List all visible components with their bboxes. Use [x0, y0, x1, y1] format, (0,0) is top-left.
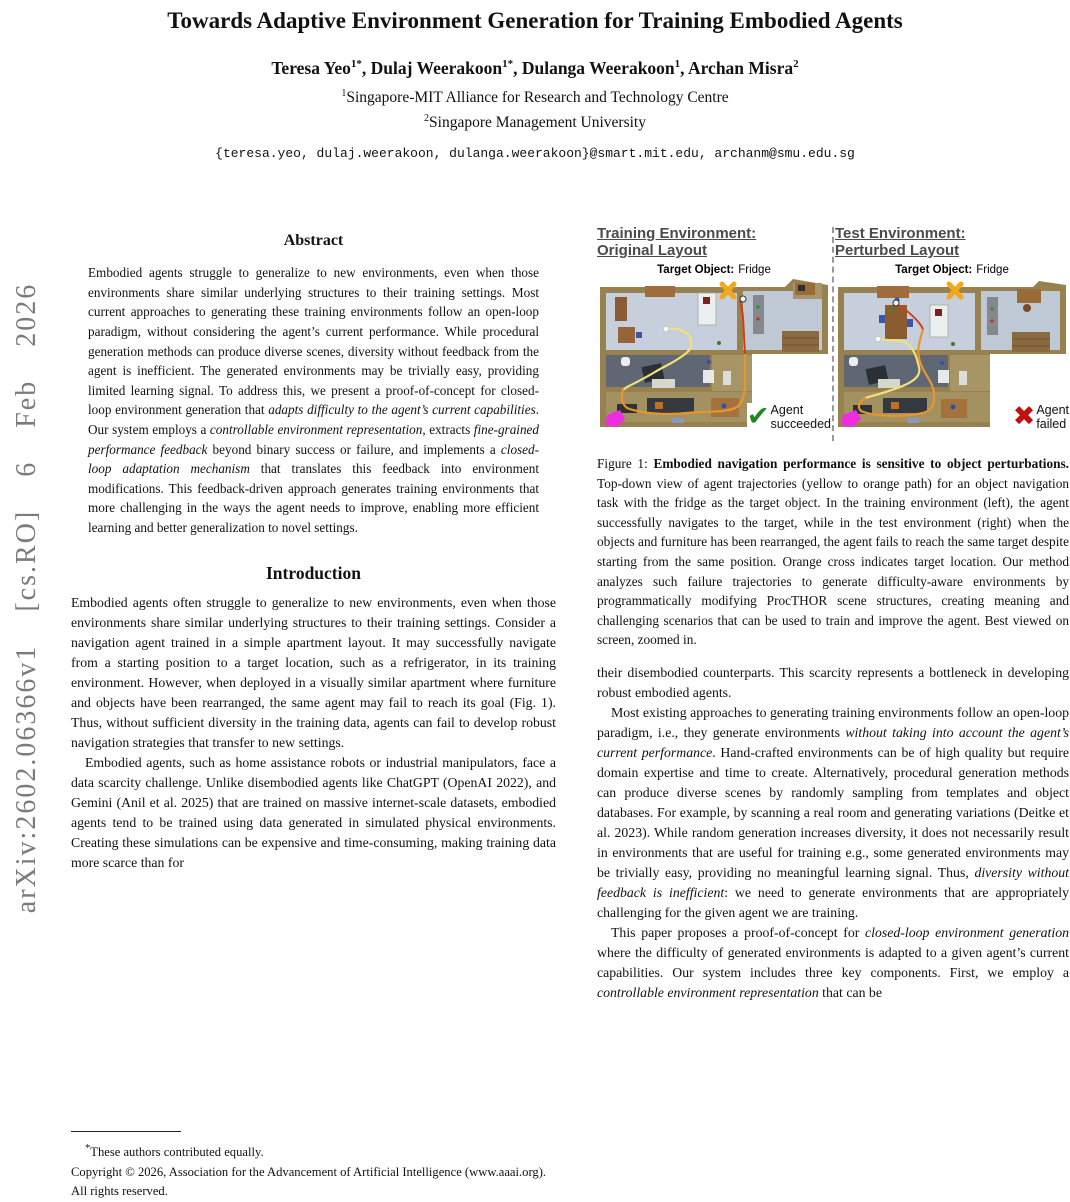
- start-marker-dot: [875, 336, 880, 341]
- test-target-label: Target Object: Fridge: [895, 264, 1009, 276]
- goal-dot: [893, 300, 899, 306]
- affiliation-2: $^2$Singapore Management University: [424, 113, 646, 132]
- author-line: Teresa Yeo$^{1*}$, Dulaj Weerakoon$^{1*}$, Dulanga Weerakoon$^1$, Archan Misra$^2$: [271, 58, 799, 78]
- result-badge-failed: [1013, 403, 1069, 431]
- wall-art: [935, 309, 942, 316]
- wood-patch: [1012, 332, 1050, 352]
- goal-dot: [740, 296, 746, 302]
- body-paragraph-1: their disembodied counterparts. This scarcity represents a bottleneck in developing robust embodied agents.: [597, 665, 1069, 701]
- figure-panel-test: [835, 225, 1069, 435]
- right-column: [597, 225, 1069, 1003]
- training-panel-title: Training Environment: Original Layout: [597, 225, 757, 259]
- figure-1: [597, 225, 1069, 441]
- footnote-equal-contribution: *These authors contributed equally.: [85, 1143, 264, 1160]
- figure-caption: Figure 1: Embodied navigation performance is sensitive to object perturbations. Top-down view of agent trajectories (yellow to orange path) for an object navigation task with the fridge as the target object. In the training environment (left), the agent successfully navigates to the target, while in the test environment (right) when the objects and furniture has been rearranged, the agent fails to reach the same target despite starting from the same position. Orange cross indicates target location. Our method analyzes such failure trajectories to generate difficulty-aware environments by programmatically modifying ProcTHOR scene structures, creating meaning and challenging scenarios that can be used to train and improve the agent. Best viewed on screen, zoomed in.: [597, 456, 1069, 648]
- intro-paragraph-2: Embodied agents, such as home assistance robots or industrial manipulators, face a data scarcity challenge. Unlike disembodied agents like ChatGPT (OpenAI 2022), and Gemini (Anil et al. 2025) that are trained on massive internet-scale datasets, embodied agents tend to be trained using data generated in simulated physical environments. Creating these simulations can be expensive and time-consuming, making training data more scarce than for: [71, 754, 556, 870]
- wood-patch: [782, 331, 819, 352]
- passage-floor: [950, 355, 990, 391]
- affiliation-1: $^1$Singapore-MIT Alliance for Research and Technology Centre: [341, 88, 729, 107]
- left-column: [71, 228, 556, 873]
- result-badge-success: [747, 403, 831, 431]
- training-target-label: Target Object: Fridge: [657, 264, 771, 276]
- start-marker-dot: [663, 326, 668, 331]
- body-paragraph-3: This paper proposes a proof-of-concept for closed-loop environment generation where the difficulty of generated environments is adapted to a given agent’s current capabilities. Our system includes three key components. First, we employ a controllable environment representation that can be: [597, 925, 1070, 1001]
- result-text: Agent failed: [1036, 403, 1069, 431]
- email-line: {teresa.yeo, dulaj.weerakoon, dulanga.weerakoon}@smart.mit.edu, archanm@smu.edu.sg: [215, 146, 855, 162]
- right-column-body: [597, 663, 1069, 1003]
- intro-paragraph-1: Embodied agents often struggle to generalize to new environments, even when those environments share similar underlying structures to their training settings. Consider a navigation agent trained in a simple apartment layout. It may successfully navigate from a starting position to a target location, such as a refrigerator, in its training environment. However, when deployed in a visually similar apartment where furniture and objects have been rearranged, the same agent may fail to reach its goal (Fig. 1). Thus, without sufficient diversity in the training data, agents can fail to develop robust navigation strategies that transfer to new settings.: [71, 594, 556, 750]
- training-floorplan: [597, 277, 831, 435]
- kitchen-counter: [753, 295, 764, 334]
- introduction-heading: Introduction: [266, 562, 361, 583]
- kitchen-counter: [987, 297, 998, 335]
- wall-art: [703, 297, 710, 304]
- footnote-rule: [71, 1131, 181, 1132]
- panel-divider: [832, 227, 834, 441]
- abstract-heading: Abstract: [283, 232, 344, 249]
- paper-header: [0, 0, 1070, 161]
- cross-icon: ✖: [1012, 401, 1036, 432]
- arxiv-stamp: arXiv:2602.06366v1 [cs.RO] 6 Feb 2026: [11, 282, 42, 914]
- abstract-text: Embodied agents struggle to generalize to new environments, even when those environments share similar underlying structures to their training settings. Most current approaches to generating these training environments follow an open-loop paradigm, without considering the agent’s current performance. While procedural generation methods can produce diverse scenes, diversity without feedback from the agent is inefficient. The generated environments may be trivially easy, providing limited learning signal. To address this, we present a proof-of-concept for closed-loop environment generation that adapts difficulty to the agent’s current capabilities. Our system employs a controllable environment representation, extracts fine-grained performance feedback beyond binary success or failure, and implements a closed-loop adaptation mechanism that translates this feedback into environment modifications. This feedback-driven approach generates training environments that more challenging in the ways the agent needs to improve, enabling more efficient learning and better generalization to novel settings.: [88, 265, 540, 535]
- test-floorplan: [835, 277, 1069, 435]
- page-title: Towards Adaptive Environment Generation for Training Embodied Agents: [167, 8, 903, 33]
- footnote-copyright: Copyright © 2026, Association for the Advancement of Artificial Intelligence (www.aaai.org). All rights reserved.: [71, 1164, 547, 1199]
- test-panel-title: Test Environment: Perturbed Layout: [835, 225, 966, 259]
- body-paragraph-2: Most existing approaches to generating training environments follow an open-loop paradigm, i.e., they generate environments without taking into account the agent’s current performance. Hand-crafted environments can be of high quality but require domain expertise and time to create. Alternatively, procedural generation methods can produce diverse scenes by randomly sampling from templates and object databases. For example, by scanning a real room and generating variations (Deitke et al. 2023). While random generation increases diversity, it does not necessarily result in environments that are useful for training e.g., some generated environments may be trivially easy, providing no meaningful learning signal. Thus, diversity without feedback is inefficient: we need to generate environments that are appropriately challenging for the given agent we are training.: [597, 705, 1070, 921]
- check-icon: ✔: [746, 401, 770, 432]
- floor-dot: [717, 341, 721, 345]
- result-text: Agent succeeded: [770, 403, 831, 431]
- figure-panel-training: [597, 225, 831, 435]
- floor-dot: [951, 342, 955, 346]
- footnote-block: [71, 1131, 556, 1202]
